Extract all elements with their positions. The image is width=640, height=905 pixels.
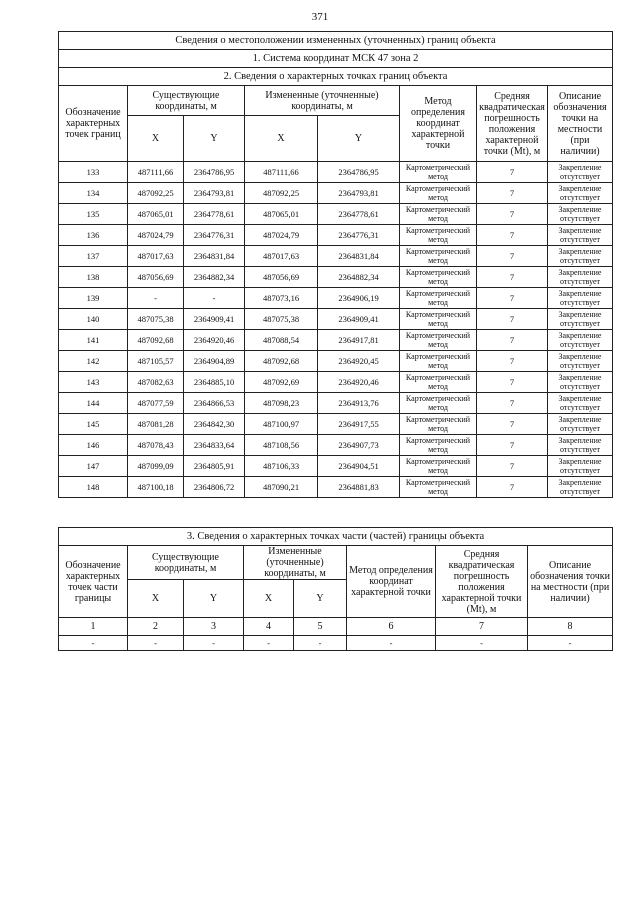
page-number: 371 <box>311 11 329 23</box>
description-cell: Закрепление отсутствует <box>548 393 613 414</box>
existing-y-cell: 2364833,64 <box>184 435 245 456</box>
description-cell: Закрепление отсутствует <box>548 225 613 246</box>
changed-x-cell: 487092,68 <box>245 351 318 372</box>
changed-x-cell: 487092,25 <box>245 183 318 204</box>
s3-cell: - <box>59 636 128 651</box>
error-cell: 7 <box>477 246 548 267</box>
section-main-title: Сведения о местоположении измененных (уточненных) границ объекта <box>59 32 613 50</box>
existing-y-cell: - <box>184 288 245 309</box>
method-cell: Картометрический метод <box>400 456 477 477</box>
description-cell: Закрепление отсутствует <box>548 183 613 204</box>
point-cell: 135 <box>59 204 128 225</box>
error-cell: 7 <box>477 330 548 351</box>
table-row <box>59 435 613 456</box>
table-row <box>59 204 613 225</box>
error-cell: 7 <box>477 372 548 393</box>
description-cell: Закрепление отсутствует <box>548 372 613 393</box>
column-number: 8 <box>528 618 613 636</box>
table-row <box>59 246 613 267</box>
changed-x-cell: 487024,79 <box>245 225 318 246</box>
s3-cell: - <box>528 636 613 651</box>
header-description: Описание обозначения точки на местности (при наличии) <box>548 86 613 162</box>
existing-x-cell: 487024,79 <box>128 225 184 246</box>
changed-y-cell: 2364917,81 <box>318 330 400 351</box>
point-cell: 142 <box>59 351 128 372</box>
existing-y-cell: 2364793,81 <box>184 183 245 204</box>
s3-cell: - <box>436 636 528 651</box>
existing-x-cell: 487082,63 <box>128 372 184 393</box>
changed-x-cell: 487017,63 <box>245 246 318 267</box>
changed-y-cell: 2364831,84 <box>318 246 400 267</box>
table-row <box>59 225 613 246</box>
description-cell: Закрепление отсутствует <box>548 414 613 435</box>
header-existing-y: Y <box>184 116 245 162</box>
error-cell: 7 <box>477 225 548 246</box>
header-changed-x: X <box>245 116 318 162</box>
error-cell: 7 <box>477 477 548 498</box>
existing-y-cell: 2364920,46 <box>184 330 245 351</box>
part-boundary-points-table <box>58 527 613 651</box>
error-cell: 7 <box>477 288 548 309</box>
description-cell: Закрепление отсутствует <box>548 330 613 351</box>
table-row <box>59 414 613 435</box>
point-cell: 139 <box>59 288 128 309</box>
method-cell: Картометрический метод <box>400 372 477 393</box>
description-cell: Закрепление отсутствует <box>548 456 613 477</box>
changed-y-cell: 2364906,19 <box>318 288 400 309</box>
changed-y-cell: 2364776,31 <box>318 225 400 246</box>
table-row <box>59 309 613 330</box>
point-cell: 140 <box>59 309 128 330</box>
table-row <box>59 162 613 183</box>
s3-cell: - <box>294 636 347 651</box>
point-cell: 137 <box>59 246 128 267</box>
existing-x-cell: 487017,63 <box>128 246 184 267</box>
changed-x-cell: 487073,16 <box>245 288 318 309</box>
method-cell: Картометрический метод <box>400 414 477 435</box>
changed-y-cell: 2364793,81 <box>318 183 400 204</box>
existing-x-cell: 487065,01 <box>128 204 184 225</box>
changed-x-cell: 487065,01 <box>245 204 318 225</box>
changed-x-cell: 487100,97 <box>245 414 318 435</box>
point-cell: 148 <box>59 477 128 498</box>
s3-header-method: Метод определения координат характерной точки <box>347 546 436 618</box>
s3-header-changed-x: X <box>244 580 294 618</box>
table-row <box>59 477 613 498</box>
section3-title: 3. Сведения о характерных точках части (частей) границы объекта <box>59 528 613 546</box>
method-cell: Картометрический метод <box>400 309 477 330</box>
boundary-points-table <box>58 31 613 498</box>
point-cell: 141 <box>59 330 128 351</box>
existing-x-cell: 487092,68 <box>128 330 184 351</box>
changed-y-cell: 2364917,55 <box>318 414 400 435</box>
error-cell: 7 <box>477 351 548 372</box>
s3-cell: - <box>244 636 294 651</box>
description-cell: Закрепление отсутствует <box>548 309 613 330</box>
changed-x-cell: 487108,56 <box>245 435 318 456</box>
column-number: 7 <box>436 618 528 636</box>
changed-x-cell: 487090,21 <box>245 477 318 498</box>
existing-x-cell: 487075,38 <box>128 309 184 330</box>
description-cell: Закрепление отсутствует <box>548 351 613 372</box>
s3-cell: - <box>347 636 436 651</box>
table-row <box>59 393 613 414</box>
changed-x-cell: 487056,69 <box>245 267 318 288</box>
error-cell: 7 <box>477 162 548 183</box>
point-cell: 145 <box>59 414 128 435</box>
point-cell: 134 <box>59 183 128 204</box>
s3-header-existing-x: X <box>128 580 184 618</box>
error-cell: 7 <box>477 309 548 330</box>
error-cell: 7 <box>477 435 548 456</box>
point-cell: 143 <box>59 372 128 393</box>
changed-x-cell: 487092,69 <box>245 372 318 393</box>
description-cell: Закрепление отсутствует <box>548 288 613 309</box>
method-cell: Картометрический метод <box>400 204 477 225</box>
error-cell: 7 <box>477 414 548 435</box>
changed-y-cell: 2364882,34 <box>318 267 400 288</box>
header-existing-x: X <box>128 116 184 162</box>
header-designation: Обозначение характерных точек границ <box>59 86 128 162</box>
point-cell: 138 <box>59 267 128 288</box>
method-cell: Картометрический метод <box>400 267 477 288</box>
description-cell: Закрепление отсутствует <box>548 246 613 267</box>
existing-x-cell: 487077,59 <box>128 393 184 414</box>
changed-y-cell: 2364920,46 <box>318 372 400 393</box>
error-cell: 7 <box>477 393 548 414</box>
description-cell: Закрепление отсутствует <box>548 162 613 183</box>
header-error: Средняя квадратическая погрешность положения характерной точки (Mt), м <box>477 86 548 162</box>
column-number: 6 <box>347 618 436 636</box>
table-row <box>59 456 613 477</box>
existing-y-cell: 2364831,84 <box>184 246 245 267</box>
existing-x-cell: 487081,28 <box>128 414 184 435</box>
point-cell: 147 <box>59 456 128 477</box>
s3-cell: - <box>184 636 244 651</box>
changed-y-cell: 2364904,51 <box>318 456 400 477</box>
column-number: 2 <box>128 618 184 636</box>
s3-header-existing-coords: Существующие координаты, м <box>128 546 244 580</box>
point-cell: 146 <box>59 435 128 456</box>
method-cell: Картометрический метод <box>400 330 477 351</box>
point-cell: 144 <box>59 393 128 414</box>
s3-header-changed-y: Y <box>294 580 347 618</box>
description-cell: Закрепление отсутствует <box>548 204 613 225</box>
existing-x-cell: - <box>128 288 184 309</box>
changed-y-cell: 2364913,76 <box>318 393 400 414</box>
error-cell: 7 <box>477 183 548 204</box>
changed-x-cell: 487088,54 <box>245 330 318 351</box>
header-changed-y: Y <box>318 116 400 162</box>
table-row <box>59 372 613 393</box>
existing-x-cell: 487056,69 <box>128 267 184 288</box>
changed-x-cell: 487075,38 <box>245 309 318 330</box>
column-number: 1 <box>59 618 128 636</box>
section2-title: 2. Сведения о характерных точках границ объекта <box>59 68 613 86</box>
method-cell: Картометрический метод <box>400 435 477 456</box>
description-cell: Закрепление отсутствует <box>548 267 613 288</box>
description-cell: Закрепление отсутствует <box>548 435 613 456</box>
existing-x-cell: 487111,66 <box>128 162 184 183</box>
method-cell: Картометрический метод <box>400 246 477 267</box>
error-cell: 7 <box>477 204 548 225</box>
error-cell: 7 <box>477 267 548 288</box>
existing-x-cell: 487099,09 <box>128 456 184 477</box>
existing-y-cell: 2364786,95 <box>184 162 245 183</box>
s3-header-error: Средняя квадратическая погрешность положения характерной точки (Mt), м <box>436 546 528 618</box>
changed-y-cell: 2364907,73 <box>318 435 400 456</box>
method-cell: Картометрический метод <box>400 225 477 246</box>
existing-x-cell: 487078,43 <box>128 435 184 456</box>
changed-x-cell: 487111,66 <box>245 162 318 183</box>
s3-header-existing-y: Y <box>184 580 244 618</box>
changed-x-cell: 487098,23 <box>245 393 318 414</box>
existing-y-cell: 2364885,10 <box>184 372 245 393</box>
column-number: 4 <box>244 618 294 636</box>
changed-y-cell: 2364786,95 <box>318 162 400 183</box>
s3-header-changed-coords: Измененные (уточненные) координаты, м <box>244 546 347 580</box>
s3-cell: - <box>128 636 184 651</box>
existing-y-cell: 2364882,34 <box>184 267 245 288</box>
column-number: 5 <box>294 618 347 636</box>
method-cell: Картометрический метод <box>400 477 477 498</box>
coordinate-system-title: 1. Система координат МСК 47 зона 2 <box>59 50 613 68</box>
error-cell: 7 <box>477 456 548 477</box>
existing-y-cell: 2364904,89 <box>184 351 245 372</box>
table-row <box>59 330 613 351</box>
method-cell: Картометрический метод <box>400 183 477 204</box>
existing-x-cell: 487105,57 <box>128 351 184 372</box>
method-cell: Картометрический метод <box>400 393 477 414</box>
existing-y-cell: 2364806,72 <box>184 477 245 498</box>
header-method: Метод определения координат характерной точки <box>400 86 477 162</box>
existing-y-cell: 2364776,31 <box>184 225 245 246</box>
method-cell: Картометрический метод <box>400 162 477 183</box>
description-cell: Закрепление отсутствует <box>548 477 613 498</box>
table-row <box>59 288 613 309</box>
column-number: 3 <box>184 618 244 636</box>
existing-x-cell: 487092,25 <box>128 183 184 204</box>
changed-x-cell: 487106,33 <box>245 456 318 477</box>
header-changed-coords: Измененные (уточненные) координаты, м <box>245 86 400 116</box>
existing-y-cell: 2364842,30 <box>184 414 245 435</box>
existing-y-cell: 2364866,53 <box>184 393 245 414</box>
point-cell: 136 <box>59 225 128 246</box>
method-cell: Картометрический метод <box>400 288 477 309</box>
header-existing-coords: Существующие координаты, м <box>128 86 245 116</box>
changed-y-cell: 2364920,45 <box>318 351 400 372</box>
table-row <box>59 267 613 288</box>
table-row <box>59 183 613 204</box>
changed-y-cell: 2364778,61 <box>318 204 400 225</box>
existing-x-cell: 487100,18 <box>128 477 184 498</box>
s3-header-designation: Обозначение характерных точек части границы <box>59 546 128 618</box>
method-cell: Картометрический метод <box>400 351 477 372</box>
s3-header-description: Описание обозначения точки на местности (при наличии) <box>528 546 613 618</box>
existing-y-cell: 2364778,61 <box>184 204 245 225</box>
point-cell: 133 <box>59 162 128 183</box>
existing-y-cell: 2364909,41 <box>184 309 245 330</box>
changed-y-cell: 2364909,41 <box>318 309 400 330</box>
changed-y-cell: 2364881,83 <box>318 477 400 498</box>
existing-y-cell: 2364805,91 <box>184 456 245 477</box>
table-row <box>59 351 613 372</box>
